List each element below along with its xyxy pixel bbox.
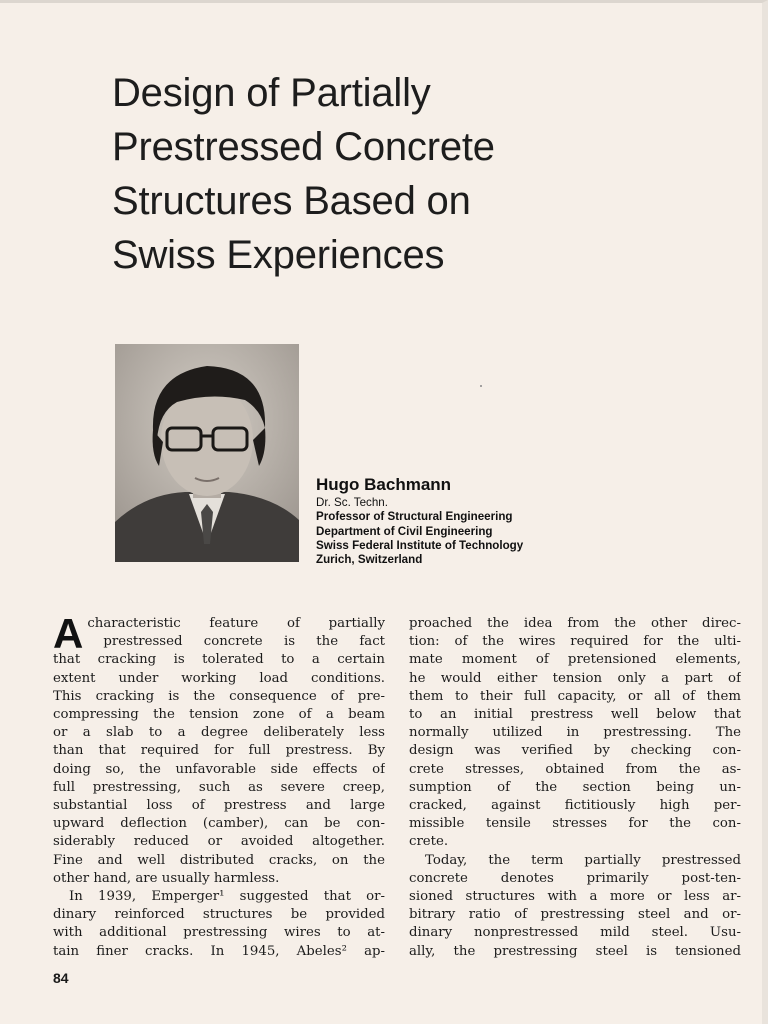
author-affiliation-line: Professor of Structural Engineering xyxy=(316,510,513,524)
body-line: concrete denotes primarily post-ten- xyxy=(409,870,741,886)
body-line: that cracking is tolerated to a certain xyxy=(53,652,385,668)
title-line: Design of Partially xyxy=(112,71,431,115)
author-portrait-image xyxy=(115,344,299,562)
body-line: design was verified by checking con- xyxy=(409,743,741,759)
author-name: Hugo Bachmann xyxy=(316,475,452,494)
body-line: Today, the term partially prestressed xyxy=(425,852,741,868)
body-line: extent under working load conditions. xyxy=(53,670,385,686)
body-column-right xyxy=(409,615,741,961)
body-line: bitrary ratio of prestressing steel and or- xyxy=(409,907,741,923)
body-line: crete. xyxy=(409,834,449,850)
author-block xyxy=(316,474,616,567)
author-affiliation-line: Zurich, Switzerland xyxy=(316,553,423,567)
body-line: characteristic feature of partially xyxy=(87,616,385,631)
body-line: with additional prestressing wires to at- xyxy=(53,925,385,941)
body-line: full prestressing, such as severe creep, xyxy=(53,779,385,795)
body-line: upward deflection (camber), can be con- xyxy=(53,816,385,832)
body-line: other hand, are usually harmless. xyxy=(53,870,280,886)
body-line: siderably reduced or avoided altogether. xyxy=(53,834,385,850)
body-line: to an initial prestress well below that xyxy=(409,707,741,723)
body-line: normally utilized in prestressing. The xyxy=(409,725,741,741)
drop-cap: A xyxy=(53,610,84,657)
body-line: dinary nonprestressed mild steel. Usu- xyxy=(409,925,741,941)
body-line: This cracking is the consequence of pre- xyxy=(53,688,385,704)
title-line: Prestressed Concrete xyxy=(112,125,495,169)
body-line: prestressed concrete is the fact xyxy=(103,634,385,650)
body-line: In 1939, Emperger¹ suggested that or- xyxy=(69,889,385,905)
body-line: substantial loss of prestress and large xyxy=(53,798,385,814)
author-photo xyxy=(115,344,299,562)
body-line: missible tensile stresses for the con- xyxy=(409,816,741,832)
page-number: 84 xyxy=(53,970,69,986)
author-degree: Dr. Sc. Techn. xyxy=(316,496,388,509)
title-line: Structures Based on xyxy=(112,179,471,223)
author-affiliation-line: Swiss Federal Institute of Technology xyxy=(316,538,524,552)
author-affiliation-line: Department of Civil Engineering xyxy=(316,524,493,538)
body-line: sioned structures with a more or less ar- xyxy=(409,889,741,905)
body-column-left xyxy=(53,610,385,961)
body-line: ally, the prestressing steel is tensioned xyxy=(409,943,741,959)
body-line: tain finer cracks. In 1945, Abeles² ap- xyxy=(53,943,385,959)
body-line: sumption of the section being un- xyxy=(409,779,741,795)
body-line: Fine and well distributed cracks, on the xyxy=(53,852,385,868)
body-line: dinary reinforced structures be provided xyxy=(53,907,385,923)
body-line: them to their full capacity, or all of them xyxy=(409,688,741,704)
body-line: proached the idea from the other direc- xyxy=(409,616,741,631)
article-title xyxy=(112,66,672,282)
body-line: doing so, the unfavorable side effects of xyxy=(53,761,385,777)
title-line: Swiss Experiences xyxy=(112,233,445,277)
body-line: than that required for full prestress. By xyxy=(53,743,385,759)
body-line: compressing the tension zone of a beam xyxy=(53,707,385,723)
body-line: crete stresses, obtained from the as- xyxy=(409,761,741,777)
body-line: or a slab to a degree deliberately less xyxy=(53,725,385,741)
body-line: he would either tension only a part of xyxy=(409,670,741,686)
body-line: cracked, against fictitiously high per- xyxy=(409,798,741,814)
body-line: tion: of the wires required for the ulti- xyxy=(409,634,741,650)
speck xyxy=(480,385,482,387)
body-line: mate moment of pretensioned elements, xyxy=(409,652,741,668)
